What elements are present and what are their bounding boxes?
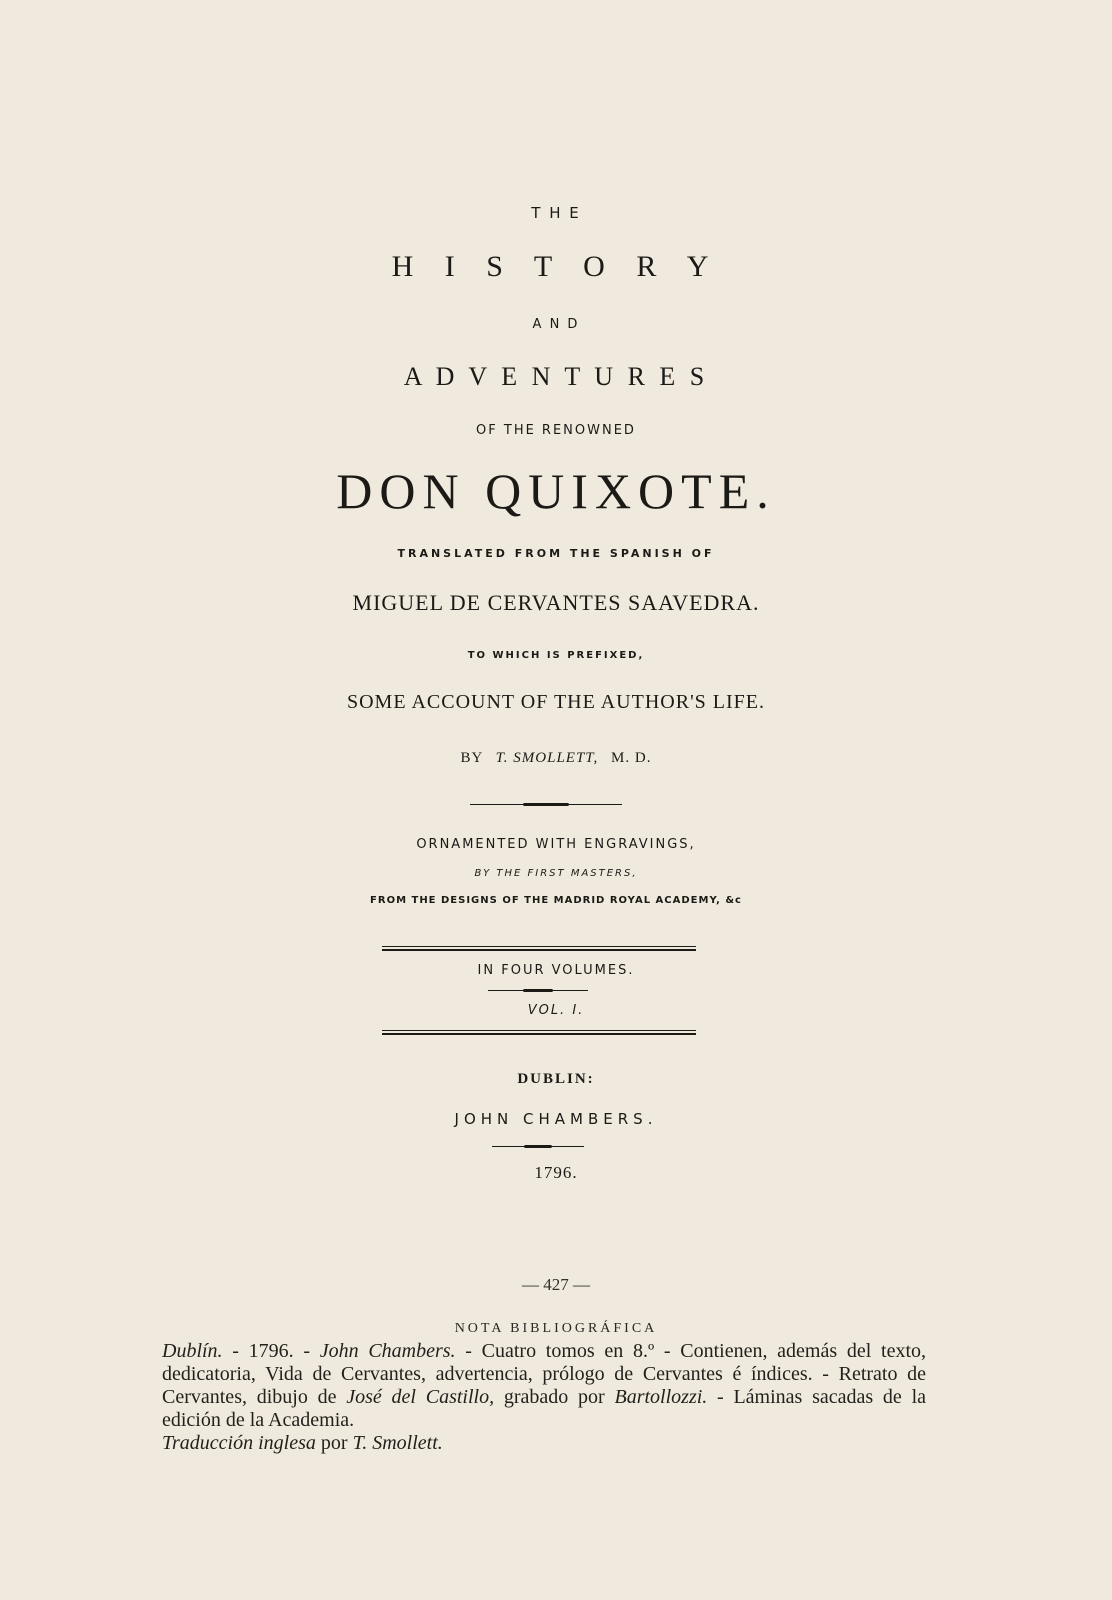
city-blackletter: DUBLIN: [517, 1071, 595, 1087]
nota-body [162, 1340, 926, 1455]
first-masters-line: BY THE FIRST MASTERS, [474, 868, 638, 879]
title-and: A N D [532, 317, 580, 332]
title-of-the-renowned: OF THE RENOWNED [476, 423, 636, 438]
nota-publisher: John Chambers. [319, 1340, 456, 1362]
to-which-prefixed: TO WHICH IS PREFIXED, [467, 650, 645, 661]
nota-translator: T. Smollett. [352, 1432, 443, 1454]
nota-heading: NOTA BIBLIOGRÁFICA [454, 1321, 658, 1336]
translated-from-line: TRANSLATED FROM THE SPANISH OF [397, 547, 715, 560]
from-designs-line: FROM THE DESIGNS OF THE MADRID ROYAL ACADEMY, &c [370, 895, 742, 906]
publisher-name: JOHN CHAMBERS. [454, 1110, 658, 1128]
author-name: MIGUEL DE CERVANTES SAAVEDRA. [352, 590, 760, 615]
ornamented-line: ORNAMENTED WITH ENGRAVINGS, [416, 837, 696, 852]
nota-translation-line: Traducción inglesa por T. Smollett. [162, 1432, 443, 1454]
by-prefix: BY [460, 750, 483, 766]
title-the: T H E [531, 204, 581, 222]
nota-city: Dublín. [162, 1340, 223, 1362]
in-four-volumes: IN FOUR VOLUMES. [477, 963, 635, 978]
md-suffix: M. D. [611, 750, 652, 766]
nota-artist: José del Castillo, [346, 1386, 495, 1408]
ornament-rule-2 [488, 990, 588, 991]
nota-translation-label: Traducción inglesa [162, 1432, 316, 1454]
title-adventures: A D V E N T U R E S [403, 362, 709, 391]
some-account-line: SOME ACCOUNT OF THE AUTHOR'S LIFE. [346, 691, 766, 713]
title-don-quixote: DON QUIXOTE. [336, 463, 776, 519]
publication-year: 1796. [534, 1163, 578, 1182]
translator-name: T. SMOLLETT, [495, 750, 599, 766]
nota-paragraph: Dublín. - 1796. - John Chambers. - Cuatro tomos en 8.º - Contienen, además del texto, dedicatoria, Vida de Cervantes, advertencia, prólogo de Cervantes é índices. - Retrato de Cervantes, dibujo de José del Castillo, grabado por Bartollozzi. - Láminas sacadas de la edición de la Academia. [162, 1340, 927, 1431]
volume-label: VOL. I. [527, 1003, 585, 1018]
ornament-rule-1 [470, 804, 622, 805]
ornament-rule-3 [492, 1146, 584, 1147]
double-rule-bottom [382, 1030, 696, 1031]
double-rule-top [382, 946, 696, 947]
title-history: H I S T O R Y [391, 250, 721, 283]
by-translator-line [0, 751, 1112, 766]
page-number: — 427 — [522, 1275, 590, 1294]
nota-engraver: Bartollozzi. [614, 1386, 708, 1408]
